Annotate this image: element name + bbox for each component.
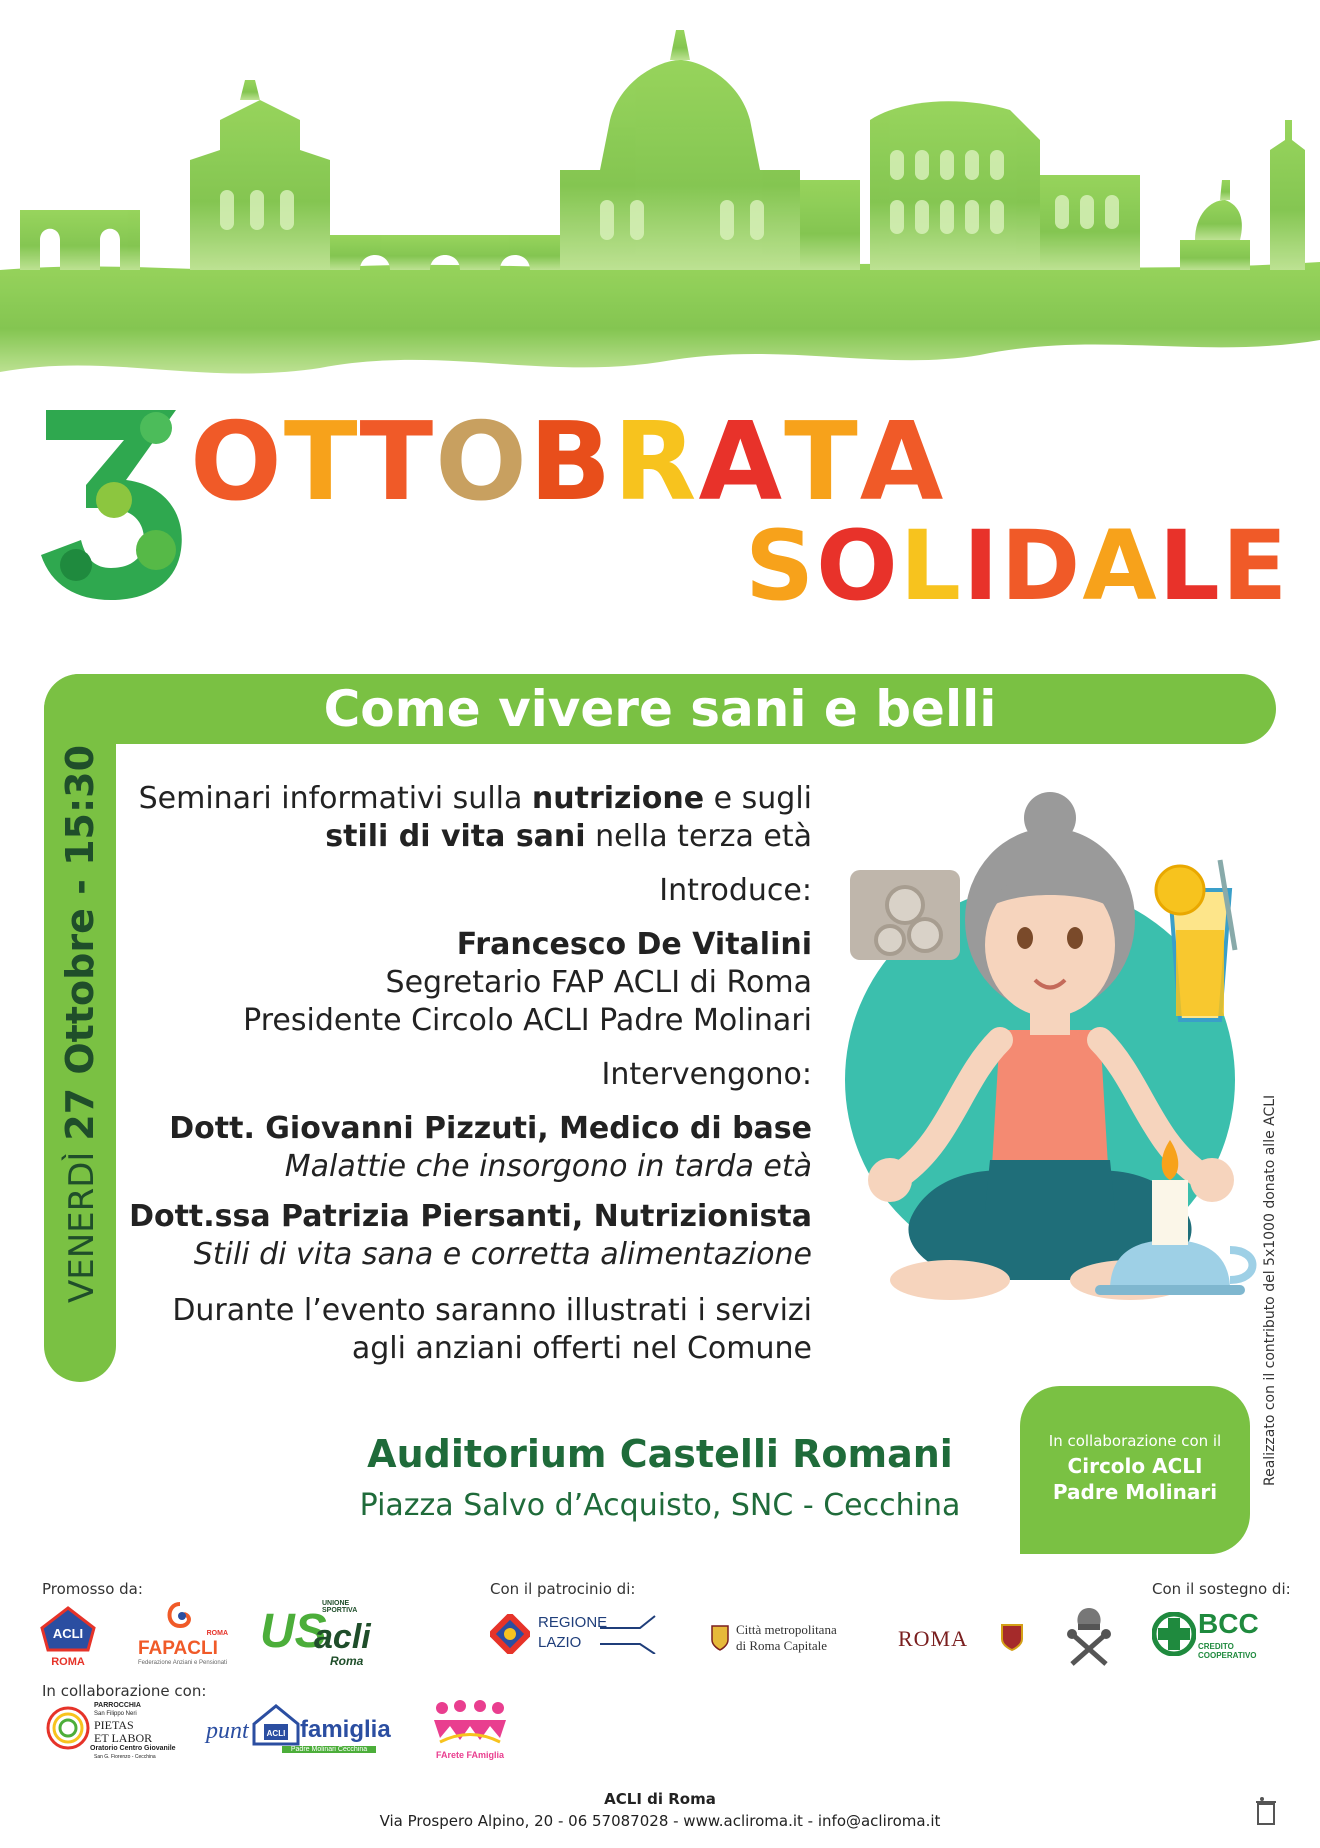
citta-metropolitana-logo	[710, 1620, 860, 1656]
regione-lazio-logo	[490, 1612, 650, 1658]
regione-lazio-line1: REGIONE	[538, 1614, 608, 1631]
vatican-emblem-icon	[1064, 1604, 1114, 1670]
collaboration-line2: Padre Molinari	[1052, 1480, 1218, 1504]
intro-line-1: Seminari informativi sulla nutrizione e sugli	[138, 781, 812, 816]
five-per-thousand-note: Realizzato con il contributo del 5x1000 donato alle ACLI	[1262, 1094, 1278, 1486]
citta-metropolitana-line2: di Roma Capitale	[736, 1638, 827, 1653]
title-line1-letter: O	[190, 400, 284, 525]
citta-metropolitana-line1: Città metropolitana	[736, 1622, 837, 1637]
title-line2-letter: L	[1158, 510, 1222, 622]
venue-name: Auditorium Castelli Romani	[367, 1432, 953, 1476]
family-people-icon	[430, 1698, 510, 1746]
parrocchia-line3: PIETAS	[94, 1718, 134, 1732]
footer-contact: Via Prospero Alpino, 20 - 06 57087028 - www.acliroma.it - info@acliroma.it	[379, 1812, 941, 1830]
regione-lazio-lines-icon	[600, 1614, 660, 1654]
sidebar-corner	[116, 744, 156, 784]
collaboration-line1: Circolo ACLI	[1067, 1454, 1203, 1478]
farete-text: FArete FAmiglia	[435, 1750, 505, 1760]
citta-metropolitana-shield-icon	[710, 1622, 730, 1652]
subtitle-text: Come vivere sani e belli	[323, 680, 997, 738]
speaker2-name: Dott. Giovanni Pizzuti, Medico di base	[169, 1111, 812, 1146]
parrocchia-logo	[46, 1700, 176, 1762]
title-line1-letter: T	[359, 400, 436, 525]
speaker3-name: Dott.ssa Patrizia Piersanti, Nutrizionista	[129, 1199, 812, 1234]
parrocchia-line2: San Filippo Neri	[94, 1711, 137, 1717]
house-icon	[250, 1704, 302, 1746]
title-line2-letter: E	[1221, 510, 1290, 622]
title-line1-letter: T	[784, 400, 860, 525]
fap-acli-sub: Federazione Anziani e Pensionati	[138, 1660, 228, 1666]
event-date-time: 27 Ottobre - 15:30	[58, 744, 102, 1141]
regione-lazio-emblem-icon	[490, 1614, 530, 1654]
speaker1-role1: Segretario FAP ACLI di Roma	[385, 965, 812, 1000]
punto-famiglia-sub: Padre Molinari Cecchina	[282, 1746, 376, 1753]
title-line2-letter: D	[1000, 510, 1083, 622]
venue-address: Piazza Salvo d’Acquisto, SNC - Cecchina	[359, 1488, 961, 1523]
title-line2-letter: I	[962, 510, 1001, 622]
roma-capitale-logo	[898, 1620, 1028, 1656]
title-line1-letter: O	[435, 400, 529, 525]
us-acli-top: UNIONE SPORTIVA	[322, 1600, 358, 1614]
fap-swirl-icon	[160, 1600, 200, 1634]
speaker3-topic: Stili di vita sana e corretta alimentazione	[193, 1237, 812, 1272]
punto-famiglia-main: famiglia	[300, 1716, 391, 1743]
event-day: VENERDÌ	[62, 1151, 102, 1304]
title-line1-letter: T	[283, 400, 360, 525]
title-line2-letter: O	[816, 510, 900, 622]
parrocchia-line4: ET LABOR	[94, 1731, 153, 1745]
title-line2-letter: S	[745, 510, 817, 622]
fap-acli-tag: ROMA	[206, 1630, 228, 1637]
speaker1-role2: Presidente Circolo ACLI Padre Molinari	[243, 1003, 812, 1038]
title-line1-letter: B	[528, 400, 614, 525]
title-line1-letter: R	[613, 400, 699, 525]
farete-famiglia-logo	[430, 1698, 510, 1764]
closing-line-1: Durante l’evento saranno illustrati i servizi	[172, 1293, 812, 1328]
parrocchia-emblem-icon	[46, 1706, 90, 1750]
us-acli-logo	[260, 1600, 380, 1670]
title-line1-letter: A	[859, 400, 946, 525]
introduce-label: Introduce:	[659, 873, 812, 908]
sostegno-label: Con il sostegno di:	[1152, 1580, 1291, 1598]
parrocchia-line5: Oratorio Centro Giovanile	[90, 1745, 176, 1752]
regione-lazio-line2: LAZIO	[538, 1634, 582, 1651]
rome-skyline-illustration	[0, 0, 1320, 410]
bcc-logo	[1152, 1608, 1282, 1664]
speaker2-topic: Malattie che insorgono in tarda età	[284, 1149, 812, 1184]
promosso-label: Promosso da:	[42, 1580, 143, 1598]
fap-acli-logo	[138, 1600, 228, 1670]
towels-icon	[850, 870, 960, 960]
speaker1-name: Francesco De Vitalini	[456, 927, 812, 962]
punto-famiglia-pre: punt	[206, 1718, 249, 1744]
bcc-cross-icon	[1152, 1612, 1196, 1656]
title-line1-letter: A	[698, 400, 785, 525]
intervengono-label: Intervengono:	[601, 1057, 812, 1092]
us-acli-acli: acli	[314, 1618, 371, 1656]
edition-number-3	[36, 400, 186, 600]
parrocchia-line6: San G. Fiorenzo - Cecchina	[94, 1754, 156, 1760]
footer-organization: ACLI di Roma	[604, 1790, 716, 1808]
us-acli-main: US	[260, 1605, 327, 1658]
parrocchia-line1: PARROCCHIA	[94, 1702, 141, 1709]
collaborazione-label: In collaborazione con:	[42, 1682, 207, 1700]
bcc-sub: CREDITO COOPERATIVO	[1198, 1642, 1257, 1660]
fap-acli-main: FAPACLI	[138, 1638, 218, 1659]
bcc-main: BCC	[1198, 1608, 1259, 1639]
roma-shield-icon	[1000, 1622, 1024, 1652]
title-line-solidale	[745, 510, 1289, 622]
title-line2-letter: L	[899, 510, 963, 622]
title-line-ottobrata	[190, 400, 945, 525]
roma-text: ROMA	[898, 1626, 969, 1651]
acli-roma-logo	[40, 1606, 96, 1668]
intro-line-2: stili di vita sani nella terza età	[325, 819, 812, 854]
event-date	[44, 744, 116, 1304]
punto-famiglia-logo	[206, 1700, 391, 1762]
title-line2-letter: A	[1082, 510, 1159, 622]
acli-emblem-icon	[40, 1606, 96, 1652]
collaboration-intro: In collaborazione con il	[1048, 1432, 1222, 1450]
svg-text:ACLI: ACLI	[52, 1626, 84, 1641]
meditating-grandmother-illustration	[840, 780, 1280, 1340]
acli-roma-sub: ROMA	[51, 1656, 85, 1668]
us-acli-sub: Roma	[330, 1654, 364, 1668]
closing-line-2: agli anziani offerti nel Comune	[351, 1331, 812, 1366]
patrocinio-label: Con il patrocinio di:	[490, 1580, 636, 1598]
svg-text:ACLI: ACLI	[266, 1729, 286, 1738]
